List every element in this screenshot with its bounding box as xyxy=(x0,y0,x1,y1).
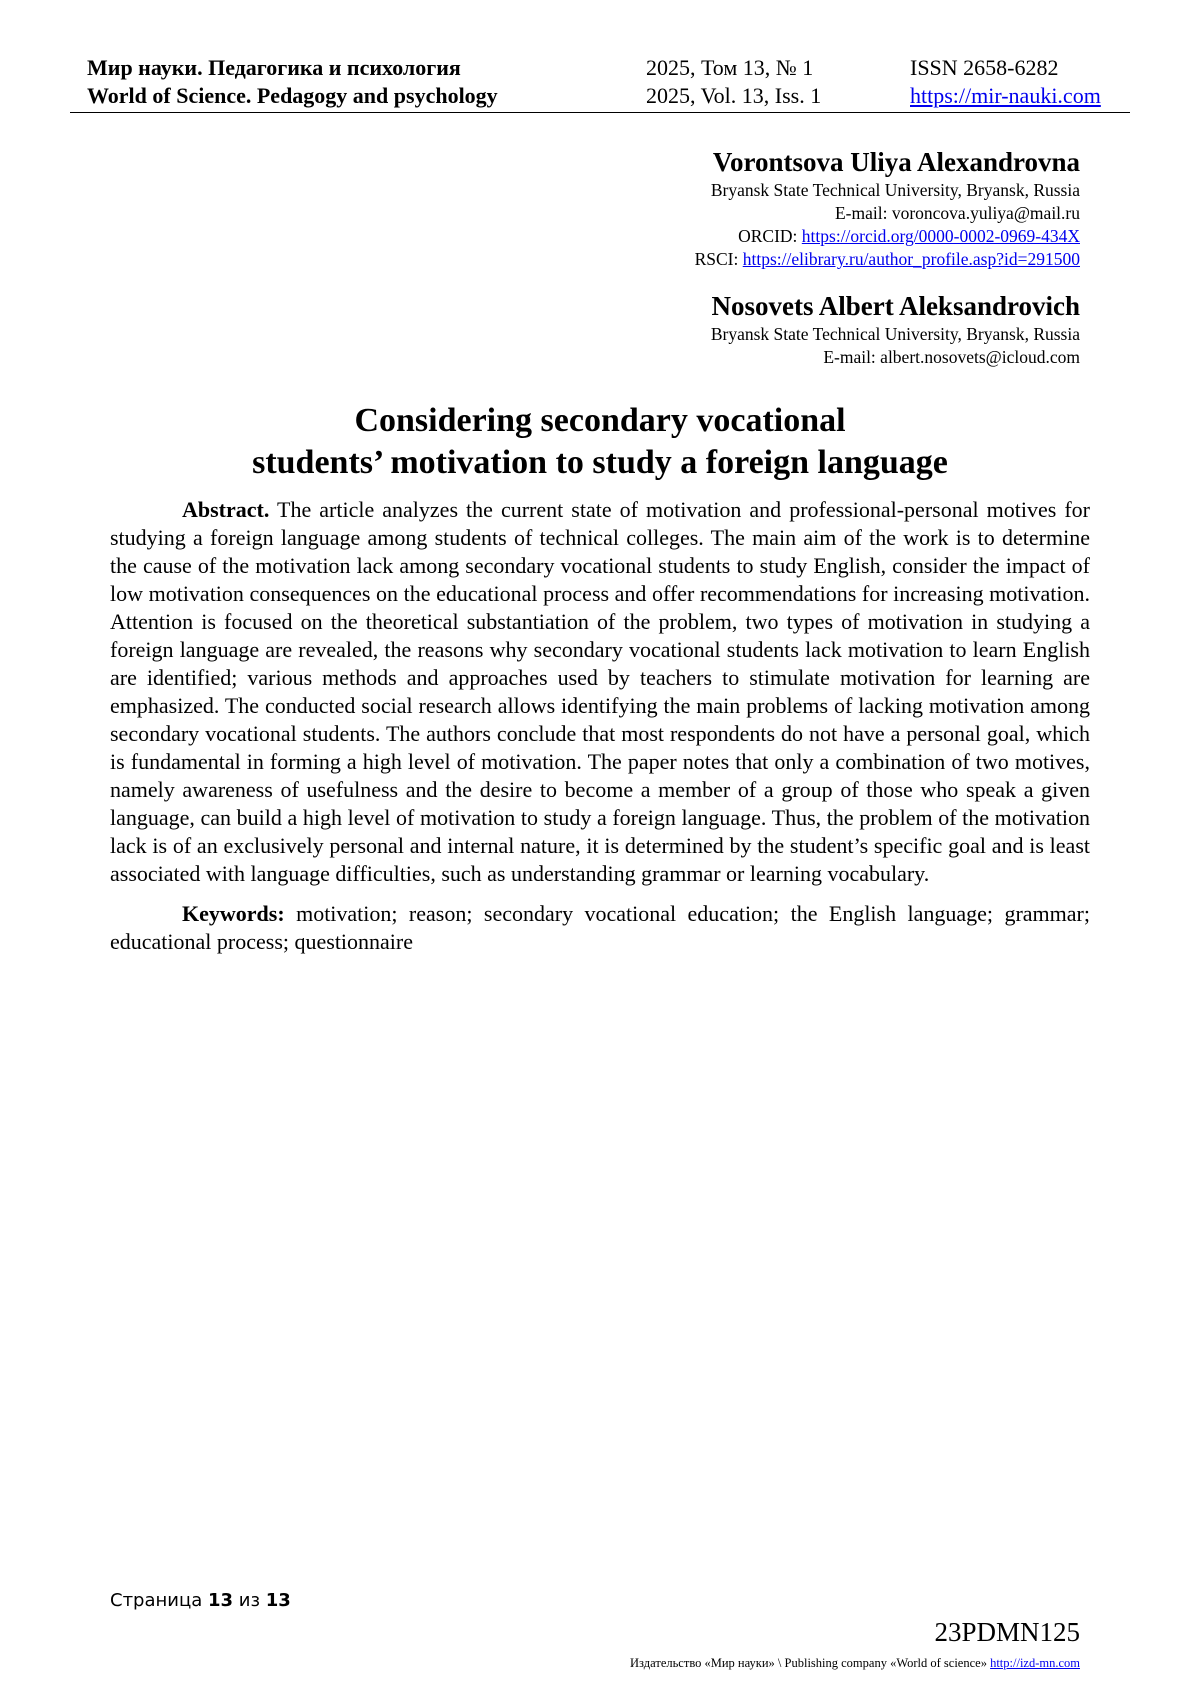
journal-site-link[interactable]: https://mir-nauki.com xyxy=(910,83,1101,108)
author-email: E-mail: voroncova.yuliya@mail.ru xyxy=(834,203,1080,223)
article-code: 23PDMN125 xyxy=(934,1617,1080,1647)
orcid-label: ORCID: xyxy=(738,226,802,246)
rsci-link[interactable]: https://elibrary.ru/author_profile.asp?id=291500 xyxy=(742,249,1080,269)
publisher-text: Издательство «Мир науки» \ Publishing company «World of science» xyxy=(630,1656,991,1670)
article-title xyxy=(110,400,1090,484)
author-block xyxy=(280,145,1080,271)
author-block xyxy=(280,289,1080,369)
page-current: 13 xyxy=(207,1590,234,1611)
publisher-link[interactable]: http://izd-mn.com xyxy=(990,1656,1080,1670)
page-prefix: Страница xyxy=(110,1590,208,1611)
author-affiliation: Bryansk State Technical University, Bryansk, Russia xyxy=(710,324,1080,344)
keywords-label: Keywords: xyxy=(182,901,285,926)
rsci-label: RSCI: xyxy=(694,249,743,269)
author-rsci xyxy=(280,248,1080,271)
authors-section xyxy=(280,145,1080,369)
page-total: 13 xyxy=(265,1590,291,1611)
title-line-1: Considering secondary vocational xyxy=(354,402,846,439)
author-orcid xyxy=(280,225,1080,248)
header-row-en xyxy=(70,82,1130,110)
journal-title-ru: Мир науки. Педагогика и психология xyxy=(87,55,461,80)
keywords-text: motivation; reason; secondary vocational education; the English language; grammar; educational process; questionnaire xyxy=(110,901,1090,954)
page-mid: из xyxy=(233,1590,266,1611)
abstract-section xyxy=(110,496,1090,956)
orcid-link[interactable]: https://orcid.org/0000-0002-0969-434X xyxy=(801,226,1080,246)
abstract-paragraph xyxy=(110,496,1090,888)
author-name: Vorontsova Uliya Alexandrovna xyxy=(712,147,1080,177)
author-email: E-mail: albert.nosovets@icloud.com xyxy=(823,347,1080,367)
author-affiliation: Bryansk State Technical University, Bryansk, Russia xyxy=(710,180,1080,200)
author-name: Nosovets Albert Aleksandrovich xyxy=(711,291,1080,321)
journal-header xyxy=(70,50,1130,113)
issn: ISSN 2658-6282 xyxy=(910,55,1059,80)
header-row-ru xyxy=(70,54,1130,82)
abstract-text: The article analyzes the current state of motivation and professional-personal motives for studying a foreign language among students of technical colleges. The main aim of the work is to determine the cause of the motivation lack among secondary vocational students to study English, consider the impact of low motivation consequences on the educational process and offer recommendations for increasing motivation. Attention is focused on the theoretical substantiation of the problem, two types of motivation in studying a foreign language are revealed, the reasons why secondary vocational students lack motivation to learn English are identified; various methods and approaches used by teachers to stimulate motivation for learning are emphasized. The conducted social research allows identifying the main problems of lacking motivation among secondary vocational students. The authors conclude that most respondents do not have a personal goal, which is fundamental in forming a high level of motivation. The paper notes that only a combination of two motives, namely awareness of usefulness and the desire to become a member of a group of those who speak a given language, can build a high level of motivation to study a foreign language. Thus, the problem of the motivation lack is of an exclusively personal and internal nature, it is determined by the student’s specific goal and is least associated with language difficulties, such as understanding grammar or learning vocabulary. xyxy=(110,497,1090,886)
abstract-label: Abstract. xyxy=(182,497,270,522)
keywords-paragraph xyxy=(110,900,1090,956)
publisher-line xyxy=(630,1656,1080,1671)
page-number xyxy=(110,1590,291,1611)
journal-title-en: World of Science. Pedagogy and psychology xyxy=(87,83,498,108)
volume-en: 2025, Vol. 13, Iss. 1 xyxy=(646,83,822,108)
volume-ru: 2025, Том 13, № 1 xyxy=(646,55,814,80)
title-line-2: students’ motivation to study a foreign language xyxy=(252,444,948,481)
